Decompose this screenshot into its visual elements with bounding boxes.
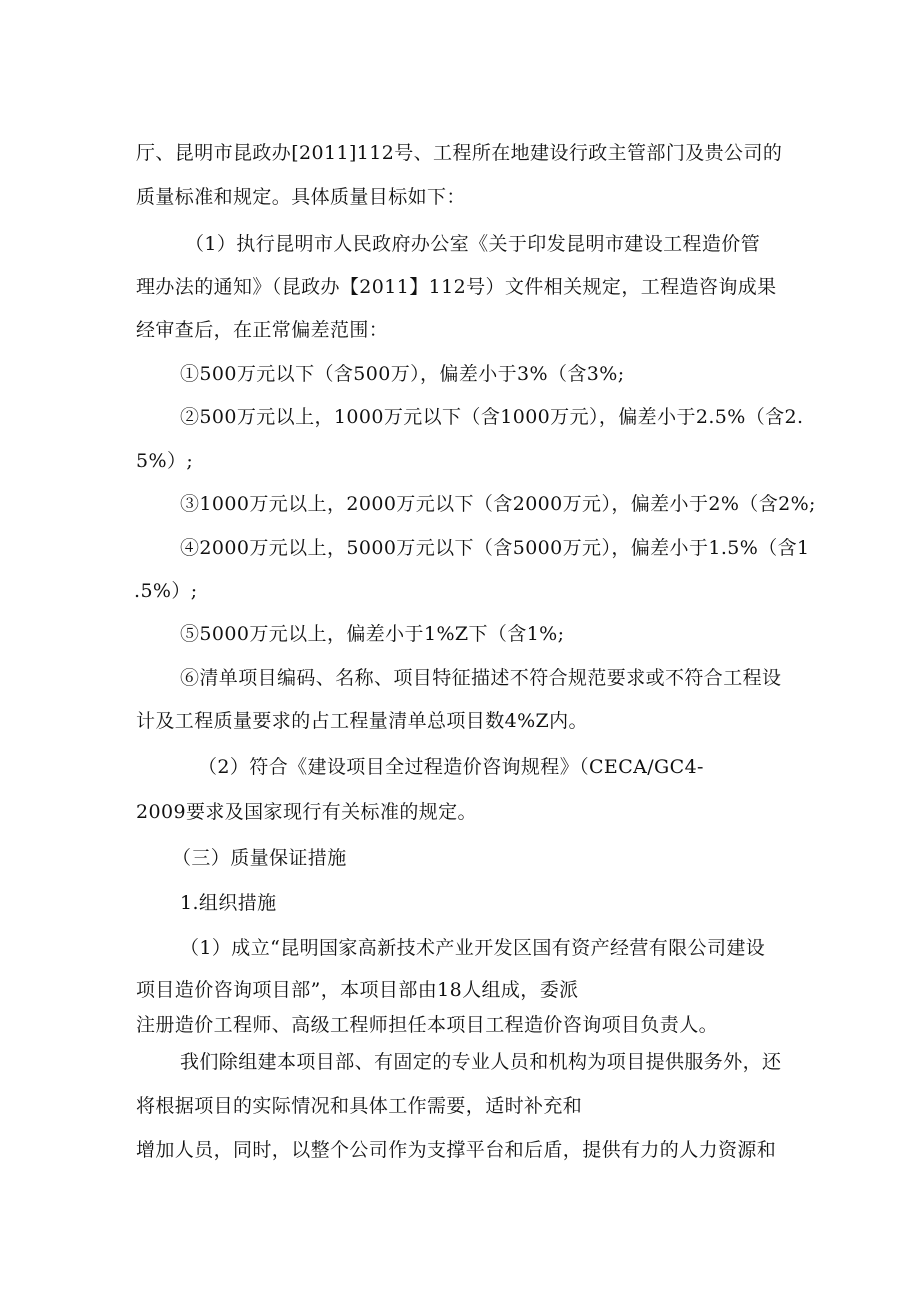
text-line-12: ⑤5000万元以上，偏差小于1%Z下（含1%; xyxy=(180,623,565,645)
section-heading: （三）质量保证措施 xyxy=(172,847,347,869)
text-line-8: 5%）; xyxy=(136,450,194,472)
text-line-4: 理办法的通知》（昆政办【2011】112号）文件相关规定，工程造咨询成果 xyxy=(136,276,777,298)
text-line-19: （1）成立“昆明国家高新技术产业开发区国有资产经营有限公司建设 xyxy=(180,937,766,959)
text-line-22: 我们除组建本项目部、有固定的专业人员和机构为项目提供服务外，还 xyxy=(180,1051,782,1073)
text-line-6: ①500万元以下（含500万），偏差小于3%（含3%; xyxy=(180,363,625,385)
text-line-14: 计及工程质量要求的占工程量清单总项目数4%Z内。 xyxy=(136,710,588,732)
text-line-9: ③1000万元以上，2000万元以下（含2000万元），偏差小于2%（含2%; xyxy=(180,493,816,515)
text-line-15: （2）符合《建设项目全过程造价咨询规程》（CECA/GC4- xyxy=(198,756,704,778)
subsection-heading: 1.组织措施 xyxy=(180,892,277,914)
text-line-13: ⑥清单项目编码、名称、项目特征描述不符合规范要求或不符合工程设 xyxy=(180,667,782,689)
text-line-24: 增加人员，同时，以整个公司作为支撑平台和后盾，提供有力的人力资源和 xyxy=(136,1139,777,1161)
text-line-21: 注册造价工程师、高级工程师担任本项目工程造价咨询项目负责人。 xyxy=(136,1014,719,1036)
text-line-10: ④2000万元以上，5000万元以下（含5000万元），偏差小于1.5%（含1 xyxy=(180,537,810,559)
text-line-1: 厅、昆明市昆政办[2011]112号、工程所在地建设行政主管部门及贵公司的 xyxy=(136,142,783,164)
text-line-5: 经审查后，在正常偏差范围： xyxy=(136,319,389,341)
text-line-20: 项目造价咨询项目部”，本项目部由18人组成，委派 xyxy=(136,979,579,1001)
text-line-16: 2009要求及国家现行有关标准的规定。 xyxy=(136,801,477,823)
text-line-7: ②500万元以上，1000万元以下（含1000万元），偏差小于2.5%（含2. xyxy=(180,406,804,428)
text-line-11: .5%）; xyxy=(134,580,198,602)
text-line-2: 质量标准和规定。具体质量目标如下： xyxy=(136,186,466,208)
text-line-23: 将根据项目的实际情况和具体工作需要，适时补充和 xyxy=(136,1095,583,1117)
text-line-3: （1）执行昆明市人民政府办公室《关于印发昆明市建设工程造价管 xyxy=(185,233,761,255)
